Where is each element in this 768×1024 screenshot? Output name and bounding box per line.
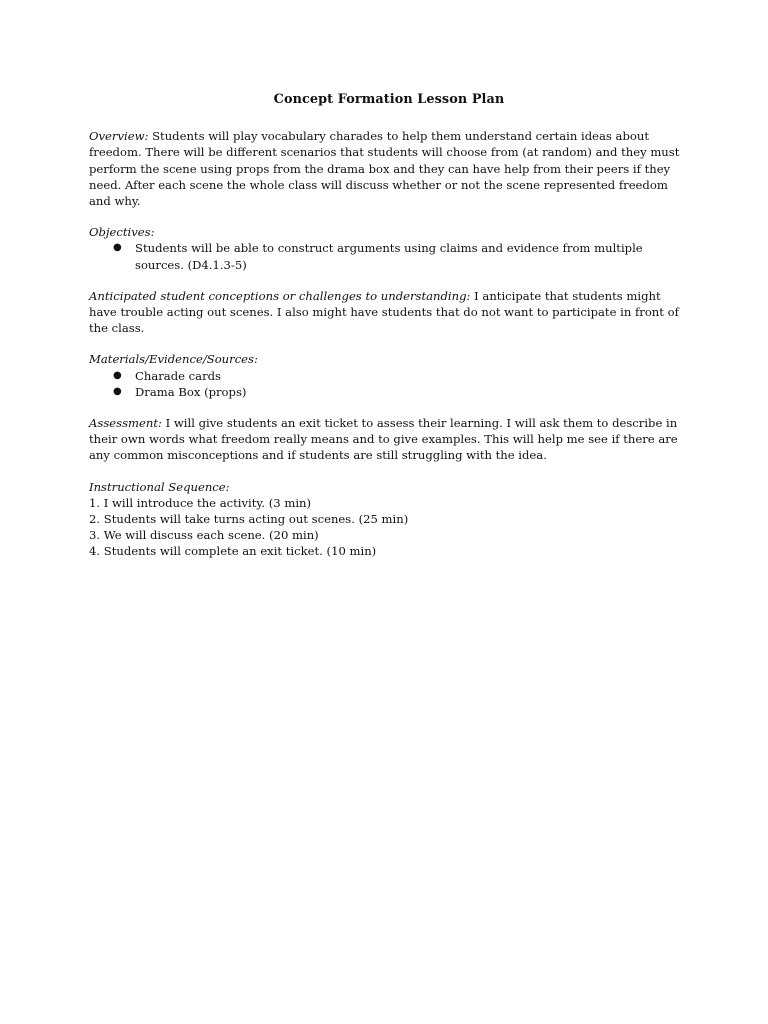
- anticipated-section: [89, 288, 689, 337]
- material-text: Drama Box (props): [135, 384, 247, 399]
- overview-section: [89, 128, 689, 209]
- objectives-label: Objectives:: [89, 225, 155, 240]
- objectives-section: [89, 224, 689, 273]
- list-item: [89, 240, 689, 272]
- sequence-section: [89, 479, 689, 560]
- overview-text: Students will play vocabulary charades to help them understand certain ideas about freedom. There will be different scenarios that students will choose from (at random) and they must perform the scene using props from the drama box and they can have help from their peers if they need. After each scene the whole class will discuss whether or not the scene represented freedom and why.: [89, 129, 680, 209]
- document-title: Concept Formation Lesson Plan: [273, 92, 505, 107]
- list-item: 3. We will discuss each scene. (20 min): [89, 528, 319, 543]
- lesson-plan-page: [89, 92, 689, 575]
- assessment-section: [89, 415, 689, 464]
- assessment-paragraph: [89, 415, 689, 464]
- list-item: [89, 384, 689, 400]
- bullet-icon: ●: [113, 242, 122, 254]
- list-item: 4. Students will complete an exit ticket. (10 min): [89, 544, 377, 559]
- list-item: [89, 368, 689, 384]
- bullet-icon: ●: [113, 369, 122, 381]
- materials-label: Materials/Evidence/Sources:: [89, 352, 258, 367]
- list-item: 1. I will introduce the activity. (3 min): [89, 495, 312, 510]
- overview-label: Overview:: [89, 129, 149, 144]
- anticipated-text: I anticipate that students might have trouble acting out scenes. I also might have students that do not want to participate in front of the class.: [89, 288, 679, 336]
- sequence-list: [89, 495, 689, 560]
- materials-list: [89, 368, 689, 400]
- assessment-label: Assessment:: [89, 416, 162, 431]
- list-item: 2. Students will take turns acting out scenes. (25 min): [89, 512, 409, 527]
- sequence-label: Instructional Sequence:: [89, 479, 230, 494]
- objectives-list: [89, 240, 689, 272]
- materials-section: [89, 351, 689, 400]
- objective-text: Students will be able to construct arguments using claims and evidence from multiple sources. (D4.1.3-5): [135, 241, 643, 272]
- anticipated-label: Anticipated student conceptions or challenges to understanding:: [89, 288, 471, 303]
- assessment-text: I will give students an exit ticket to assess their learning. I will ask them to describe in their own words what freedom really means and to give examples. This will help me see if there are any common misconceptions and if students are still struggling with the idea.: [89, 416, 678, 463]
- bullet-icon: ●: [113, 385, 122, 397]
- overview-paragraph: [89, 128, 689, 209]
- material-text: Charade cards: [135, 368, 221, 383]
- anticipated-paragraph: [89, 288, 689, 337]
